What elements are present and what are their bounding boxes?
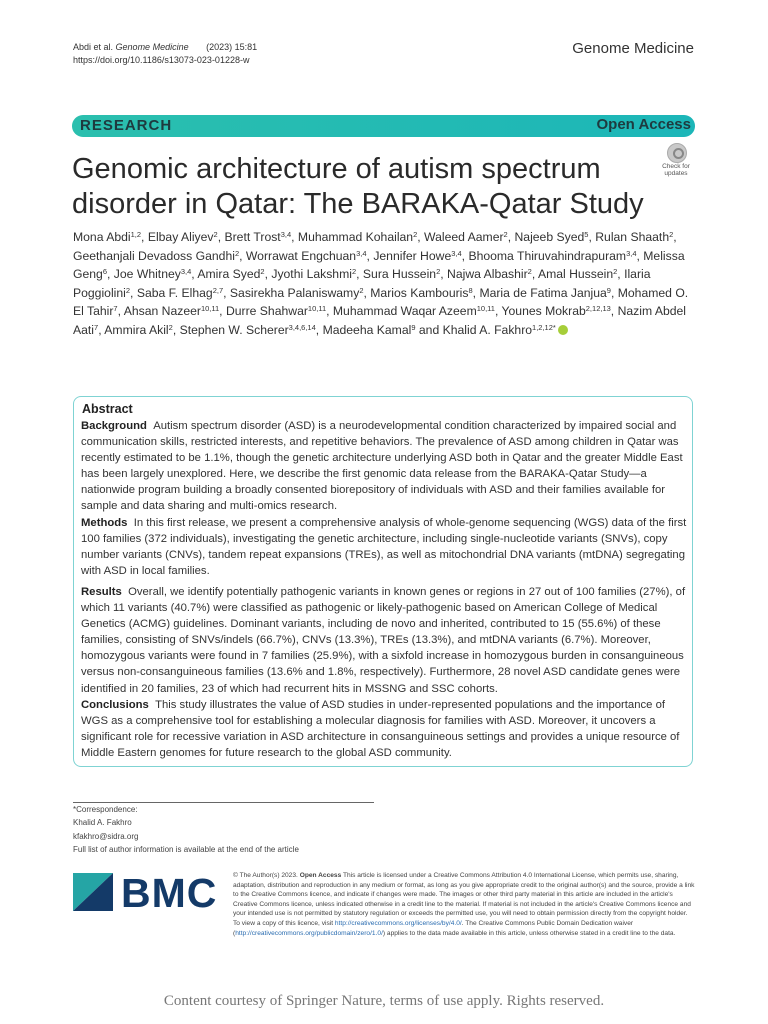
author-name: Ammira Akil	[104, 322, 169, 337]
license-body-2: . The Creative Commons Public Domain Dedication waiver (	[233, 919, 634, 937]
correspondence-label: *Correspondence:	[73, 805, 138, 814]
author-name: Ahsan Nazeer	[123, 304, 201, 318]
author-name: Khalid A. Fakhro	[442, 322, 533, 337]
author-affiliation: 5	[584, 230, 589, 239]
section-label: Results	[81, 586, 122, 598]
license-text	[233, 871, 695, 938]
author-affiliation: 7	[113, 304, 118, 313]
author-affiliation: 10,11	[200, 304, 220, 313]
author-name: Amal Hussein	[537, 267, 614, 281]
author-name: Ilaria Poggiolini	[73, 267, 651, 300]
section-label: RESEARCH	[80, 117, 173, 134]
journal-name: Genome Medicine	[572, 40, 694, 57]
open-access-label: Open Access	[596, 116, 691, 133]
abstract-conclusions	[81, 697, 687, 761]
author-affiliation: 6	[102, 267, 107, 276]
bmc-wordmark: BMC	[121, 870, 218, 916]
author-name: Mona Abdi	[73, 230, 131, 244]
author-name: Jennifer Howe	[373, 248, 452, 263]
author-name: Worrawat Engchuan	[245, 248, 357, 263]
orcid-icon[interactable]	[558, 325, 568, 335]
author-affiliation: 3,4	[180, 267, 192, 276]
author-affiliation: 2	[351, 267, 357, 276]
bmc-logo	[73, 870, 223, 916]
author-affiliation: 10,11	[476, 304, 495, 313]
cc-zero-link[interactable]: http://creativecommons.org/publicdomain/zero/1.0/	[235, 929, 383, 937]
correspondence-block	[73, 803, 299, 857]
author-name: Sura Hussein	[362, 267, 437, 281]
abstract-heading: Abstract	[82, 402, 133, 416]
author-affiliation: 3,4,6,14	[288, 322, 316, 332]
author-name: Muhammad Kohailan	[297, 230, 414, 244]
author-name: Sasirekha Palaniswamy	[229, 285, 360, 300]
cc-by-link[interactable]: http://creativecommons.org/licenses/by/4.0/	[334, 919, 462, 927]
author-affiliation: 2	[359, 285, 364, 295]
author-affiliation: 2	[213, 230, 218, 239]
correspondence-name: Khalid A. Fakhro	[73, 818, 132, 828]
author-name: Saba F. Elhag	[136, 285, 213, 300]
abstract-background	[81, 418, 687, 515]
author-name: Waleed Aamer	[424, 230, 504, 244]
author-affiliation: 3,4	[451, 248, 462, 258]
author-name: Jyothi Lakshmi	[271, 267, 352, 281]
check-for-updates-badge[interactable]	[657, 141, 695, 181]
author-affiliation: 7	[94, 322, 99, 332]
author-name: Joe Whitney	[113, 267, 181, 281]
abstract-methods	[81, 515, 687, 579]
author-name: Marios Kambouris	[370, 285, 469, 300]
author-affiliation: 1,2	[130, 230, 142, 239]
doi-link[interactable]: https://doi.org/10.1186/s13073-023-01228-w	[73, 55, 250, 65]
author-affiliation: 2	[168, 322, 173, 332]
section-text: In this first release, we present a comprehensive analysis of whole-genome sequencing (WGS) data of the first 100 families (372 individuals), investigating the genetic architecture, including single-nucleotide variants (SNVs), copy number variants (CNVs), tandem repeat expansions (TREs), as well as mitochondrial DNA variants (mtDNA) segregating with ASD in local families.	[81, 517, 687, 578]
author-name: Elbay Aliyev	[147, 230, 214, 244]
author-info-note: Full list of author information is available at the end of the article	[73, 845, 299, 855]
citation-year: (2023) 15:81	[206, 42, 258, 52]
section-banner	[72, 115, 695, 137]
citation-journal: Genome Medicine	[115, 42, 189, 52]
author-name: Bhooma Thiruvahindrapuram	[468, 248, 627, 263]
author-affiliation: 2	[669, 230, 674, 239]
citation-header	[73, 41, 257, 67]
section-text: Overall, we identify potentially pathogenic variants in known genes or regions in 27 out of 100 families (27%), of which 11 variants (40.7%) were classified as pathogenic or likely-pathogenic based on American College of Medical Genetics (ACMG) guidelines. Dominant variants, including de novo and inherited, contributed to 15 (55.6%) of these families, consisting of SNVs/indels (66.7%), CNVs (13.3%), TREs (13.3%), and mtDNA variants (6.7%). Moreover, homozygous variants were found in 7 families (25.9%), with a sixfold increase in homozygous burden in consanguineous versus non-consanguineous families (13.6% and 1.8%, respectively). Furthermore, 28 novel ASD candidate genes were identified in 20 families, 23 of which had recurrent hits in MSSNG and SSC cohorts.	[81, 586, 686, 695]
section-text: Autism spectrum disorder (ASD) is a neurodevelopmental condition characterized by impaired social and communication skills, restricted interests, and repetitive behaviors. The prevalence of ASD among children in Qatar was recently estimated to be 1.1%, though the genetic architecture underlying ASD both in Qatar and the greater Middle East has been largely unexplored. Here, we describe the first genomic data release from the BARAKA-Qatar Study—a nationwide program building a broadly consented biorepository of individuals with ASD and their families available for sample and data sharing and multi-omics research.	[81, 420, 683, 513]
author-name: Maria de Fatima Janjua	[479, 285, 607, 300]
author-name: Muhammad Waqar Azeem	[332, 304, 477, 318]
author-name: Najwa Albashir	[447, 267, 528, 281]
author-affiliation: 1,2,12*	[532, 322, 556, 332]
author-affiliation: 9	[411, 322, 416, 332]
author-name: Stephen W. Scherer	[179, 322, 289, 337]
author-affiliation: 2	[436, 267, 441, 276]
author-name: Younes Mokrab	[501, 304, 586, 318]
author-affiliation: 2	[234, 248, 240, 258]
author-affiliation: 3,4	[280, 230, 292, 239]
author-name: Rulan Shaath	[595, 230, 670, 244]
license-oa: Open Access	[299, 872, 342, 879]
author-affiliation: 2	[527, 267, 532, 276]
author-list: Mona Abdi$^{1,2}$, Elbay Aliyev$^2$, Brett Trost$^{3,4}$, Muhammad Kohailan$^2$, Waleed Aamer$^2$, Najeeb Syed$^5$, Rulan Shaath$^2$, Geethanjali Devadoss Gandhi$^2$, Worrawat Engchuan$^{3,4}$, Jennifer Howe$^{3,4}$, Bhooma Thiruvahindrapuram$^{3,4}$, Melissa Geng$^6$, Joe Whitney$^{3,4}$, Amira Syed$^2$, Jyothi Lakshmi$^2$, Sura Hussein$^2$, Najwa Albashir$^2$, Amal Hussein$^2$, Ilaria Poggiolini$^2$, Saba F. Elhag$^{2,7}$, Sasirekha Palaniswamy$^2$, Marios Kambouris$^8$, Maria de Fatima Janjua$^9$, Mohamed O. El Tahir$^7$, Ahsan Nazeer$^{10,11}$, Durre Shahwar$^{10,11}$, Muhammad Waqar Azeem$^{10,11}$, Younes Mokrab$^{2,12,13}$, Nazim Abdel Aati$^7$, Ammira Akil$^2$, Stephen W. Scherer$^{3,4,6,14}$, Madeeha Kamal$^9$ and Khalid A. Fakhro$^{1,2,12*}$	[73, 230, 689, 337]
correspondence-email[interactable]: kfakhro@sidra.org	[73, 831, 139, 841]
author-name: Madeeha Kamal	[322, 322, 412, 337]
check-line1: Check for	[662, 163, 690, 170]
license-body: This article is licensed under a Creative Commons Attribution 4.0 International License, which permits use, sharing, adaptation, distribution and reproduction in any medium or format, as long as you give appropriate credit to the original author(s) and the source, provide a link to the Creative Commons licence, and indicate if changes were made. The images or other third party material in this article are included in the article's Creative Commons licence, unless indicated otherwise in a credit line to the material. If material is not included in the article's Creative Commons licence and your intended use is not permitted by statutory regulation or exceeds the permitted use, you will need to obtain permission directly from the copyright holder. To view a copy of this licence, visit	[233, 872, 695, 927]
citation-authors: Abdi et al.	[73, 42, 114, 52]
author-affiliation: 2	[125, 285, 131, 295]
author-affiliation: 8	[468, 285, 473, 295]
section-label: Background	[81, 420, 147, 432]
author-name: Melissa Geng	[73, 248, 685, 281]
author-affiliation: 3,4	[356, 248, 367, 258]
bmc-logo-icon	[73, 873, 113, 911]
author-affiliation: 2	[413, 230, 418, 239]
section-label: Conclusions	[81, 699, 149, 711]
author-name: Brett Trost	[224, 230, 281, 244]
author-affiliation: 9	[606, 285, 611, 295]
author-name: Najeeb Syed	[514, 230, 585, 244]
update-icon	[667, 143, 687, 163]
footer-notice: Content courtesy of Springer Nature, terms of use apply. Rights reserved.	[163, 993, 605, 1009]
author-name: Nazim Abdel Aati	[73, 304, 686, 337]
author-affiliation: 2	[613, 267, 618, 276]
copyright: © The Author(s) 2023.	[233, 872, 298, 879]
author-affiliation: 2,12,13	[585, 304, 611, 313]
article-title: Genomic architecture of autism spectrum disorder in Qatar: The BARAKA-Qatar Study	[72, 153, 644, 220]
author-name: Amira Syed	[197, 267, 261, 281]
author-affiliation: 2	[503, 230, 508, 239]
author-affiliation: 2	[260, 267, 265, 276]
abstract-results	[81, 584, 687, 697]
section-label: Methods	[81, 517, 128, 529]
author-name: Durre Shahwar	[225, 304, 308, 318]
author-name: Geethanjali Devadoss Gandhi	[73, 248, 235, 263]
section-text: This study illustrates the value of ASD studies in under-represented populations and the importance of WGS as a comprehensive tool for establishing a molecular diagnosis for families with ASD. Moreover, it uncovers a significant role for recessive variation in ASD architecture in consanguineous settings and provides a unique resource of Middle Eastern genomes for future research to the global ASD community.	[81, 699, 680, 760]
license-body-3: ) applies to the data made available in this article, unless otherwise stated in a credit line to the data.	[382, 929, 676, 937]
check-line2: updates	[664, 170, 688, 177]
author-affiliation: 2,7	[212, 285, 224, 295]
author-name: Mohamed O. El Tahir	[73, 285, 689, 318]
author-affiliation: 3,4	[626, 248, 637, 258]
author-affiliation: 10,11	[307, 304, 327, 313]
